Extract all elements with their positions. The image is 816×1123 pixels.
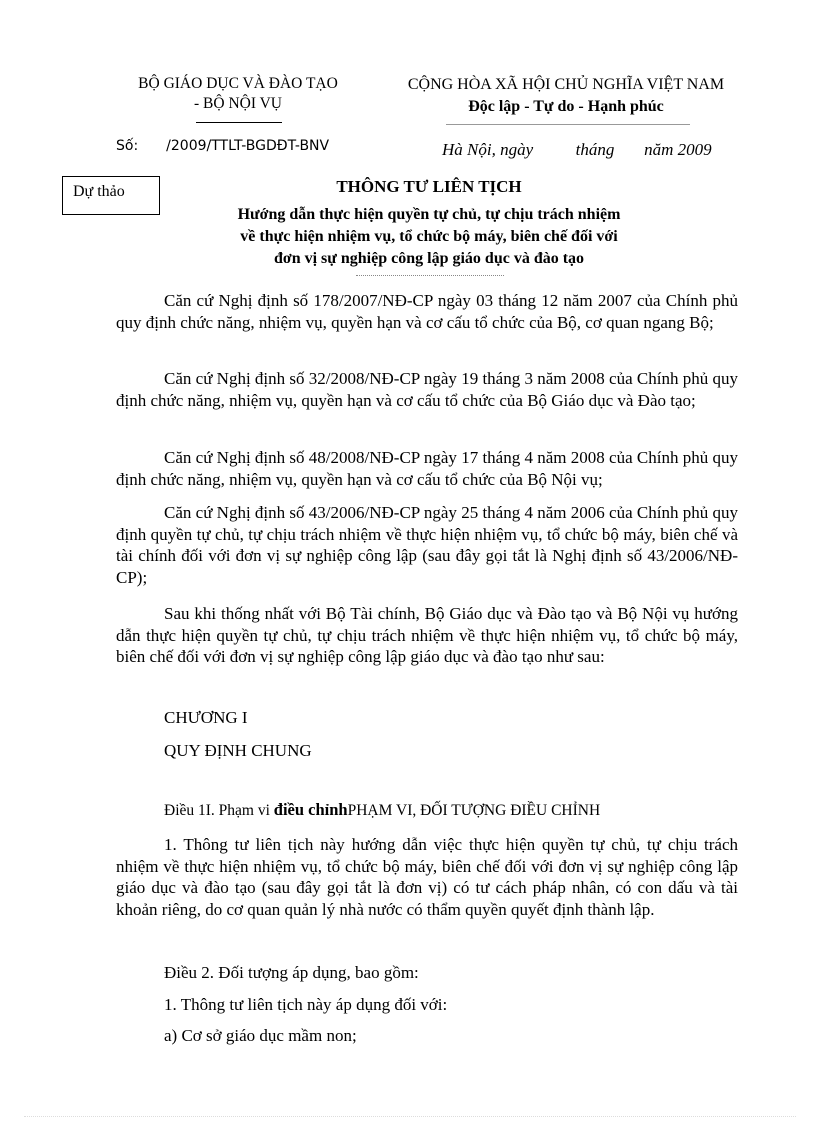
- agency-underline: [196, 122, 282, 123]
- article-1-prefix: Điều 1I. Phạm vi: [164, 802, 274, 819]
- article-1-clause-1: 1. Thông tư liên tịch này hướng dẫn việc thực hiện quyền tự chủ, tự chịu trách nhiệm về thực hiện nhiệm vụ, tổ chức bộ máy, biên chế đối với đơn vị sự nghiệp công lập giáo dục và đào tạo (sau đây gọi tắt là đơn vị) có tư cách pháp nhân, có con dấu và tài khoản riêng, do cơ quan quản lý nhà nước có thẩm quyền quyết định thành lập.: [116, 835, 738, 919]
- document-subject: [120, 204, 738, 270]
- motto-underline: [446, 124, 690, 125]
- draft-stamp: Dự thảo: [62, 176, 160, 214]
- article-2-title: Điều 2. Đối tượng áp dụng, bao gồm:: [164, 963, 419, 982]
- subject-line-3: đơn vị sự nghiệp công lập giáo dục và đào tạo: [273, 250, 585, 267]
- issuing-agency: [100, 74, 376, 114]
- article-2-clause-1: 1. Thông tư liên tịch này áp dụng đối với:: [164, 995, 448, 1014]
- preamble-paragraph-2: Căn cứ Nghị định số 32/2008/NĐ-CP ngày 19 tháng 3 năm 2008 của Chính phủ quy định chức năng, nhiệm vụ, quyền hạn và cơ cấu tổ chức của Bộ Giáo dục và Đào tạo;: [116, 369, 738, 410]
- place-date: Hà Nội, ngày tháng năm 2009: [442, 140, 712, 159]
- document-type: THÔNG TƯ LIÊN TỊCH: [336, 177, 522, 196]
- page-bottom-border: [24, 1116, 796, 1117]
- republic-name: CỘNG HÒA XÃ HỘI CHỦ NGHĨA VIỆT NAM: [407, 76, 725, 93]
- chapter-title: QUY ĐỊNH CHUNG: [164, 741, 312, 760]
- article-2-item-a: a) Cơ sở giáo dục mầm non;: [164, 1026, 357, 1045]
- preamble-paragraph-5: Sau khi thống nhất với Bộ Tài chính, Bộ Giáo dục và Đào tạo và Bộ Nội vụ hướng dẫn thực hiện quyền tự chủ, tự chịu trách nhiệm về thực hiện nhiệm vụ, tổ chức bộ máy, biên chế đối với đơn vị sự nghiệp công lập giáo dục và đào tạo như sau:: [116, 604, 738, 666]
- subject-underline: [356, 275, 504, 276]
- number-value: /2009/TTLT-BGDĐT-BNV: [166, 138, 330, 154]
- subject-line-2: về thực hiện nhiệm vụ, tổ chức bộ máy, biên chế đối với: [240, 228, 618, 245]
- article-1-suffix: PHẠM VI, ĐỐI TƯỢNG ĐIỀU CHỈNH: [347, 802, 601, 819]
- preamble-paragraph-3: Căn cứ Nghị định số 48/2008/NĐ-CP ngày 17 tháng 4 năm 2008 của Chính phủ quy định chức năng, nhiệm vụ, quyền hạn và cơ cấu tổ chức của Bộ Nội vụ;: [116, 448, 738, 489]
- agency-line-2: - BỘ NỘI VỤ: [194, 95, 282, 112]
- article-1-bold: điều chỉnh: [273, 800, 348, 819]
- agency-line-1: BỘ GIÁO DỤC VÀ ĐÀO TẠO: [138, 75, 338, 92]
- preamble-paragraph-4: Căn cứ Nghị định số 43/2006/NĐ-CP ngày 25 tháng 4 năm 2006 của Chính phủ quy định quyền tự chủ, tự chịu trách nhiệm về thực hiện nhiệm vụ, tổ chức bộ máy, biên chế và tài chính đối với đơn vị sự nghiệp công lập (sau đây gọi tắt là Nghị định số 43/2006/NĐ-CP);: [116, 503, 738, 587]
- article-1-title: [164, 800, 764, 820]
- chapter-number: CHƯƠNG I: [164, 708, 248, 727]
- document-number: [116, 138, 329, 154]
- subject-line-1: Hướng dẫn thực hiện quyền tự chủ, tự chịu trách nhiệm: [237, 206, 621, 223]
- number-label: Số:: [116, 138, 139, 154]
- preamble-paragraph-1: Căn cứ Nghị định số 178/2007/NĐ-CP ngày 03 tháng 12 năm 2007 của Chính phủ quy định chức năng, nhiệm vụ, quyền hạn và cơ cấu tổ chức của Bộ, cơ quan ngang Bộ;: [116, 291, 738, 332]
- national-motto: Độc lập - Tự do - Hạnh phúc: [468, 98, 664, 115]
- national-header: [370, 74, 762, 118]
